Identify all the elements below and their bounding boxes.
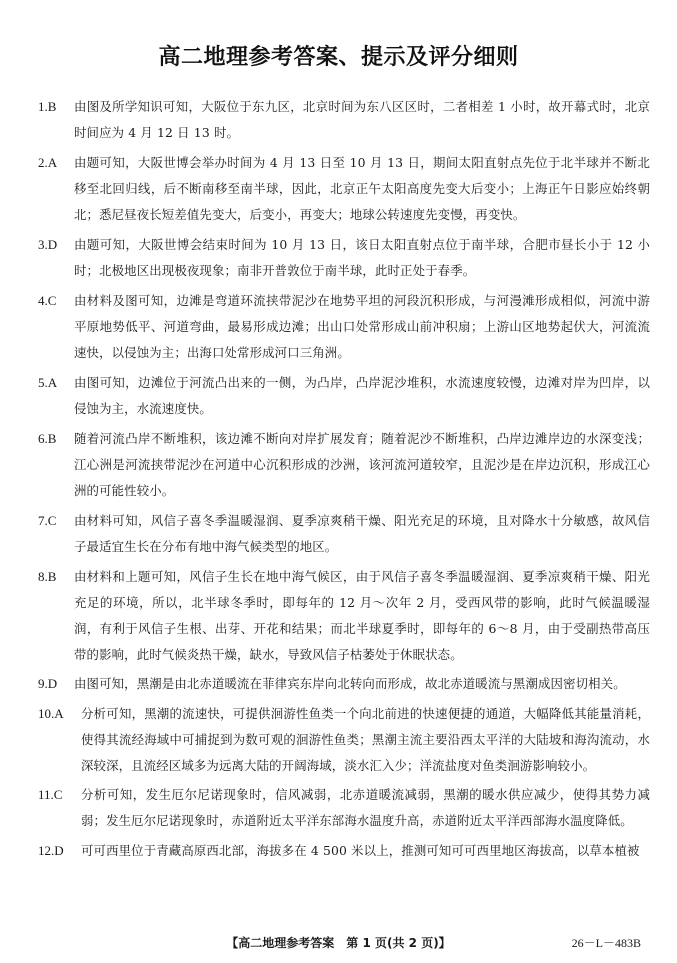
answer-number: 3.D (38, 237, 58, 252)
answer-text: 随着河流凸岸不断堆积，该边滩不断向对岸扩展发育；随着泥沙不断堆积，凸岸边滩岸边的水深变浅；江心洲是河流挟带泥沙在河道中心沉积形成的沙洲，该河流河道较窄，且泥沙是在岸边沉积，形成江心洲的可能性较小。 (74, 431, 650, 498)
answer-item-4 (38, 288, 650, 366)
answer-item-5 (38, 370, 650, 422)
page-footer (0, 934, 677, 954)
answer-number: 5.A (38, 375, 58, 390)
answer-number: 2.A (38, 155, 58, 170)
answer-text: 可可西里位于青藏高原西北部，海拔多在 4 500 米以上，推测可知可可西里地区海拔高，以草本植被 (81, 843, 640, 858)
answer-item-12 (38, 838, 650, 864)
answer-text: 由题可知，大阪世博会结束时间为 10 月 13 日，该日太阳直射点位于南半球，合肥市昼长小于 12 小时；北极地区出现极夜现象；南非开普敦位于南半球，此时正处于春季。 (74, 237, 650, 278)
answer-item-11 (38, 782, 650, 834)
answer-number: 11.C (38, 787, 63, 802)
footer-document-code: 26－L－483B (571, 936, 641, 950)
answer-number: 12.D (38, 843, 64, 858)
answer-item-8 (38, 564, 650, 668)
answer-number: 7.C (38, 513, 57, 528)
answer-number: 1.B (38, 99, 57, 114)
answer-text: 由图可知，边滩位于河流凸出来的一侧，为凸岸，凸岸泥沙堆积，水流速度较慢，边滩对岸为凹岸，以侵蚀为主，水流速度快。 (74, 375, 650, 416)
answer-item-3 (38, 232, 650, 284)
answer-number: 10.A (38, 706, 64, 721)
page-title: 高二地理参考答案、提示及评分细则 (158, 45, 519, 70)
answer-item-7 (38, 508, 650, 560)
answer-list (38, 94, 650, 868)
answer-number: 6.B (38, 431, 57, 446)
answer-text: 由材料可知，风信子喜冬季温暖湿润、夏季凉爽稍干燥、阳光充足的环境，且对降水十分敏感，故风信子最适宜生长在分布有地中海气候类型的地区。 (74, 513, 650, 554)
answer-text: 分析可知，黑潮的流速快，可提供洄游性鱼类一个向北前进的快速便捷的通道，大幅降低其能量消耗，使得其流经海域中可捕捉到为数可观的洄游性鱼类；黑潮主流主要沿西太平洋的大陆坡和海沟流动，水深较深，且流经区域多为远离大陆的开阔海域，淡水汇入少；洋流盐度对鱼类洄游影响较小。 (81, 706, 650, 773)
answer-text: 分析可知，发生厄尔尼诺现象时，信风减弱，北赤道暖流减弱，黑潮的暖水供应减少，使得其势力减弱；发生厄尔尼诺现象时，赤道附近太平洋东部海水温度升高，赤道附近太平洋西部海水温度降低。 (81, 787, 650, 828)
answer-item-1 (38, 94, 650, 146)
answer-text: 由图及所学知识可知，大阪位于东九区，北京时间为东八区区时，二者相差 1 小时，故开幕式时，北京时间应为 4 月 12 日 13 时。 (74, 99, 650, 140)
answer-text: 由题可知，大阪世博会举办时间为 4 月 13 日至 10 月 13 日，期间太阳直射点先位于北半球并不断北移至北回归线，后不断南移至南半球，因此，北京正午太阳高度先变大后变小；上海正午日影应始终朝北；悉尼昼夜长短差值先变大，后变小，再变大；地球公转速度先变慢，再变快。 (74, 155, 650, 222)
answer-number: 4.C (38, 293, 57, 308)
answer-item-6 (38, 426, 650, 504)
answer-text: 由材料及图可知，边滩是弯道环流挟带泥沙在地势平坦的河段沉积形成，与河漫滩形成相似，河流中游平原地势低平、河道弯曲，最易形成边滩；出山口处常形成山前冲积扇；上游山区地势起伏大，河流流速快，以侵蚀为主；出海口处常形成河口三角洲。 (74, 293, 650, 360)
answer-number: 8.B (38, 569, 57, 584)
answer-item-9 (38, 671, 650, 697)
answer-text: 由材料和上题可知，风信子生长在地中海气候区，由于风信子喜冬季温暖湿润、夏季凉爽稍干燥、阳光充足的环境，所以，北半球冬季时，即每年的 12 月～次年 2 月，受西风带的影响，此时气候温暖湿润，有利于风信子生根、出芽、开花和结果；而北半球夏季时，即每年的 6～8 月，由于受副热带高压带的影响，此时气候炎热干燥，缺水，导致风信子枯萎处于休眠状态。 (74, 569, 650, 662)
answer-text: 由图可知，黑潮是由北赤道暖流在菲律宾东岸向北转向而形成，故北赤道暖流与黑潮成因密切相关。 (74, 676, 626, 691)
answer-item-10 (38, 701, 650, 779)
answer-number: 9.D (38, 676, 58, 691)
footer-page-label: 【高二地理参考答案 第 1 页(共 2 页)】 (226, 936, 451, 950)
answer-item-2 (38, 150, 650, 228)
